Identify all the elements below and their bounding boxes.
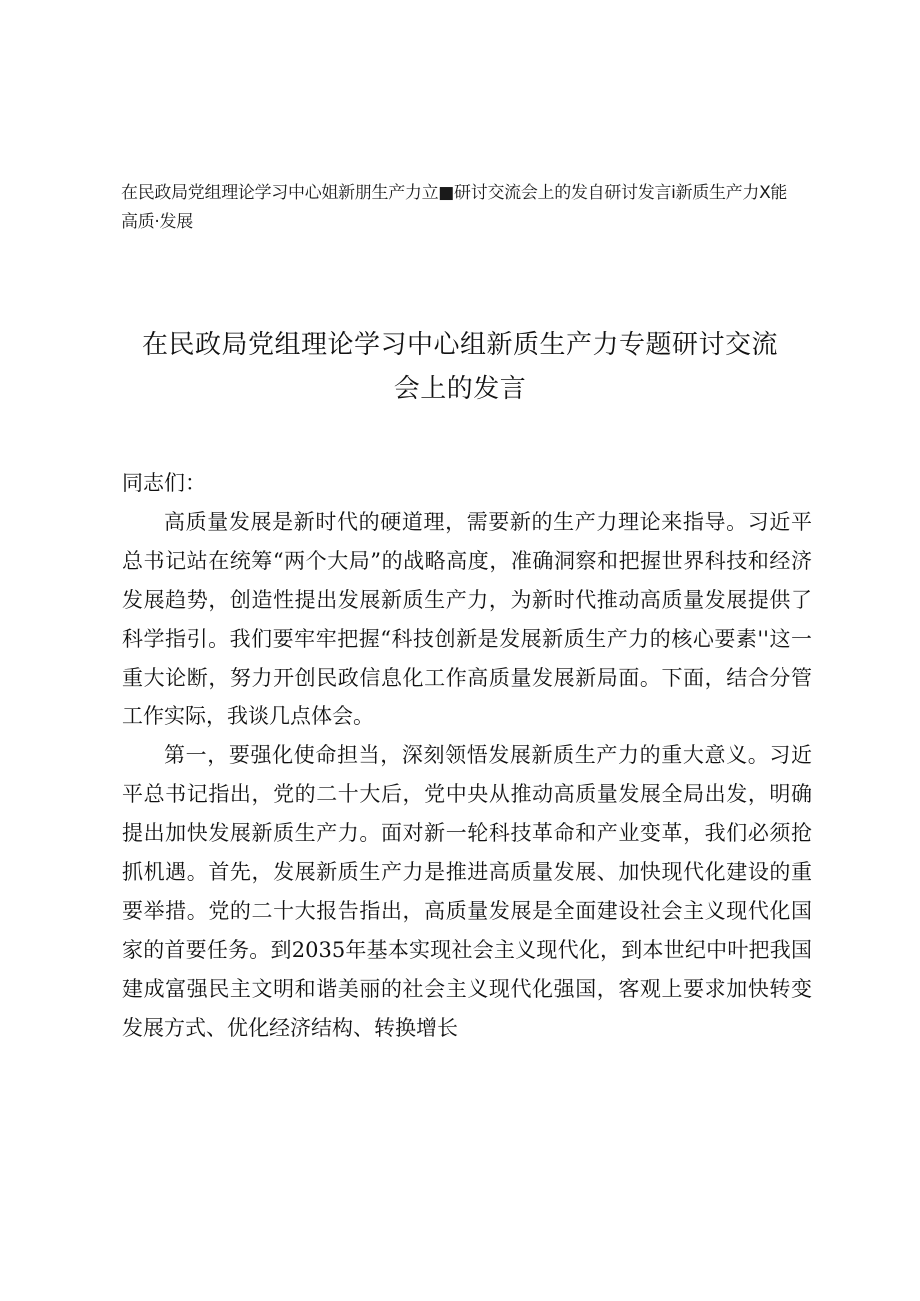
document-body xyxy=(122,464,812,1048)
document-header-line-1: 在民政局党组理论学习中心姐新朋生产力立■研讨交流会上的发自研讨发言i新质生产力X能 xyxy=(121,183,788,203)
paragraph-first-point: 第一，要强化使命担当，深刻领悟发展新质生产力的重大意义。习近平总书记指出，党的二十大后，党中央从推动高质量发展全局出发，明确提出加快发展新质生产力。面对新一轮科技革命和产业变革，我们必须抢抓机遇。首先，发展新质生产力是推进高质量发展、加快现代化建设的重要举措。党的二十大报告指出，高质量发展是全面建设社会主义现代化国家的首要任务。到2035年基本实现社会主义现代化，到本世纪中叶把我国建成富强民主文明和谐美丽的社会主义现代化强国，客观上要求加快转变发展方式、优化经济结构、转换增长 xyxy=(122,743,812,1040)
document-title-line-2: 会上的发言 xyxy=(393,374,527,404)
salutation: 同志们： xyxy=(122,471,206,495)
document-header-line-2: 高质·发展 xyxy=(121,212,193,232)
paragraph-intro: 高质量发展是新时代的硬道理，需要新的生产力理论来指导。习近平总书记站在统筹“两个大局”的战略高度，准确洞察和把握世界科技和经济发展趋势，创造性提出发展新质生产力，为新时代推动高质量发展提供了科学指引。我们要牢牢把握“科技创新是发展新质生产力的核心要素''这一重大论断，努力开创民政信息化工作高质量发展新局面。下面，结合分管工作实际，我谈几点体会。 xyxy=(122,509,812,729)
document-title-line-1: 在民政局党组理论学习中心组新质生产力专题研讨交流 xyxy=(141,330,778,360)
